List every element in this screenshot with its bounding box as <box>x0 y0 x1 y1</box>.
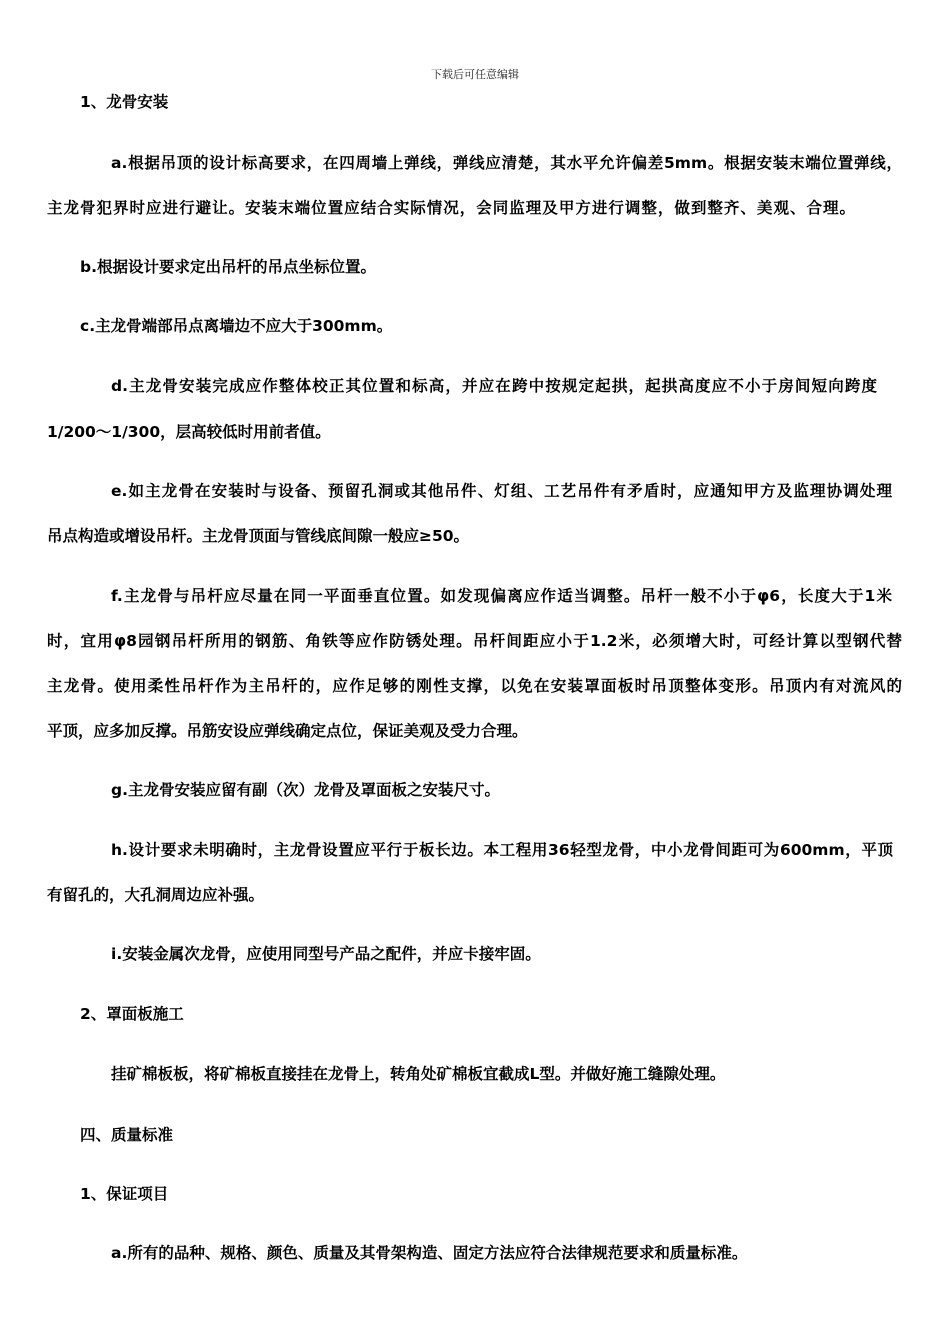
paragraph-f-line4: 平顶，应多加反撑。吊筋安设应弹线确定点位，保证美观及受力合理。 <box>47 722 528 740</box>
paragraph-h-line1: h.设计要求未明确时，主龙骨设置应平行于板长边。本工程用36轻型龙骨，中小龙骨间距可为600mm，平顶 <box>111 841 893 859</box>
paragraph-f-line1: f.主龙骨与吊杆应尽量在同一平面垂直位置。如发现偏离应作适当调整。吊杆一般不小于φ6，长度大于1米 <box>111 587 892 605</box>
heading-panel-construction: 2、罩面板施工 <box>80 1005 184 1023</box>
paragraph-h-line2: 有留孔的，大孔洞周边应补强。 <box>47 886 265 904</box>
paragraph-d-line2: 1/200～1/300，层高较低时用前者值。 <box>47 423 331 441</box>
paragraph-panel: 挂矿棉板板，将矿棉板直接挂在龙骨上，转角处矿棉板宜截成L型。并做好施工缝隙处理。 <box>111 1065 726 1083</box>
paragraph-g: g.主龙骨安装应留有副（次）龙骨及罩面板之安装尺寸。 <box>111 781 500 799</box>
paragraph-e-line1: e.如主龙骨在安装时与设备、预留孔洞或其他吊件、灯组、工艺吊件有矛盾时，应通知甲方及监理协调处理 <box>111 482 892 500</box>
paragraph-a-line2: 主龙骨犯界时应进行避让。安装末端位置应结合实际情况，会同监理及甲方进行调整，做到整齐、美观、合理。 <box>47 199 855 217</box>
heading-keel-install: 1、龙骨安装 <box>80 93 169 111</box>
paragraph-b: b.根据设计要求定出吊杆的吊点坐标位置。 <box>80 258 376 276</box>
paragraph-i: i.安装金属次龙骨，应使用同型号产品之配件，并应卡接牢固。 <box>111 945 541 963</box>
heading-guarantee-items: 1、保证项目 <box>80 1185 169 1203</box>
paragraph-f-line2: 时，宜用φ8园钢吊杆所用的钢筋、角铁等应作防锈处理。吊杆间距应小于1.2米，必须增大时，可经计算以型钢代替 <box>47 632 902 650</box>
paragraph-d-line1: d.主龙骨安装完成应作整体校正其位置和标高，并应在跨中按规定起拱，起拱高度应不小于房间短向跨度 <box>111 377 877 395</box>
paragraph-a-line1: a.根据吊顶的设计标高要求，在四周墙上弹线，弹线应清楚，其水平允许偏差5mm。根据安装末端位置弹线， <box>111 154 902 172</box>
paragraph-e-line2: 吊点构造或增设吊杆。主龙骨顶面与管线底间隙一般应≥50。 <box>47 527 470 545</box>
paragraph-f-line3: 主龙骨。使用柔性吊杆作为主吊杆的，应作足够的刚性支撑，以免在安装罩面板时吊顶整体变形。吊顶内有对流风的 <box>47 677 902 695</box>
paragraph-quality-a: a.所有的品种、规格、颜色、质量及其骨架构造、固定方法应符合法律规范要求和质量标准。 <box>111 1244 748 1262</box>
heading-quality-standard: 四、质量标准 <box>80 1126 174 1144</box>
page-header: 下载后可任意编辑 <box>431 68 519 81</box>
paragraph-c: c.主龙骨端部吊点离墙边不应大于300mm。 <box>80 317 393 335</box>
